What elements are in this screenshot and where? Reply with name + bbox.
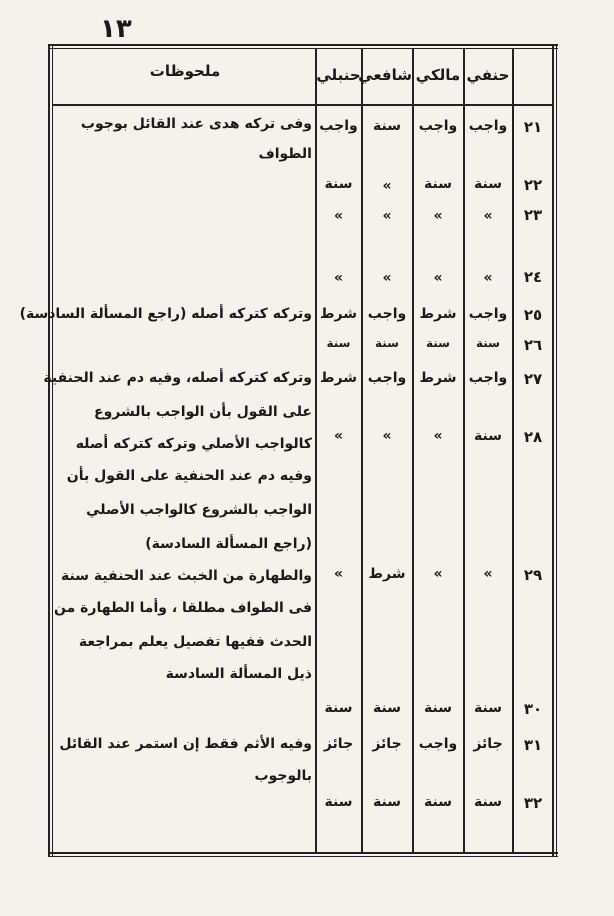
cell-hanafi: جائز <box>473 736 503 752</box>
row-number: ٣٢ <box>523 794 543 812</box>
frame-right-inner <box>556 44 557 857</box>
cell-hanafi: واجب <box>468 306 508 322</box>
note-line: كالواجب الأصلي وتركه كتركه أصله <box>75 436 312 452</box>
cell-hanbali: سنة <box>324 176 353 192</box>
cell-maliki: سنة <box>424 794 452 810</box>
cell-hanafi: سنة <box>474 176 502 192</box>
cell-hanbali: » <box>333 566 344 582</box>
cell-maliki: سنة <box>424 176 452 192</box>
row-number: ٢٤ <box>523 268 543 286</box>
cell-maliki: سنة <box>424 700 452 716</box>
frame-left <box>48 44 50 857</box>
cell-maliki: » <box>433 566 443 582</box>
cell-hanbali: » <box>333 428 344 444</box>
cell-shafii: واجب <box>367 306 407 322</box>
cell-hanafi: واجب <box>468 370 508 386</box>
cell-shafii: » <box>382 208 392 224</box>
note-line: فى الطواف مطلقا ، وأما الطهارة من <box>54 600 312 616</box>
note-line: الطواف <box>258 146 312 162</box>
header-hanafi: حنفي <box>466 66 510 84</box>
col-divider-hanafi <box>512 48 514 854</box>
cell-hanbali: شرط <box>319 306 358 322</box>
cell-maliki: واجب <box>418 736 458 752</box>
note-line: (راجع المسألة السادسة) <box>145 536 312 552</box>
row-number: ٢٢ <box>523 176 543 194</box>
note-line: والطهارة من الخبث عند الحنفية سنة <box>60 568 312 584</box>
cell-hanafi: » <box>483 566 493 582</box>
cell-hanafi: سنة <box>474 794 502 810</box>
cell-shafii: » <box>382 270 392 286</box>
note-line: ذيل المسألة السادسة <box>165 666 312 682</box>
frame-top <box>48 44 558 46</box>
note-line: وتركه كتركه أصله (راجع المسألة السادسة) <box>19 306 312 322</box>
cell-shafii: شرط <box>368 566 406 582</box>
note-line: وفى تركه هدى عند القائل بوجوب <box>80 116 312 132</box>
row-number: ٣٠ <box>523 700 543 718</box>
cell-shafii: سنة <box>373 794 401 810</box>
cell-maliki: » <box>433 208 443 224</box>
cell-shafii: » <box>382 428 392 444</box>
header-notes: ملحوظات <box>149 62 221 80</box>
frame-right <box>552 44 554 857</box>
header-shafii: شافعي <box>358 66 412 84</box>
header-rule <box>52 104 552 106</box>
cell-maliki: شرط <box>419 370 457 386</box>
row-number: ٢٦ <box>523 336 543 354</box>
cell-shafii: » <box>382 178 392 194</box>
cell-hanafi: سنة <box>474 700 502 716</box>
cell-maliki: سنة <box>426 336 450 350</box>
row-number: ٢٥ <box>523 306 543 324</box>
cell-shafii: جائز <box>372 736 402 752</box>
col-divider-shafii <box>412 48 414 854</box>
note-line: وفيه دم عند الحنفية على القول بأن <box>66 468 312 484</box>
note-line: بالوجوب <box>254 768 312 784</box>
col-divider-notes <box>315 48 317 854</box>
cell-hanafi: » <box>483 208 493 224</box>
cell-hanbali: » <box>333 270 344 286</box>
cell-shafii: سنة <box>373 118 401 134</box>
cell-hanbali: سنة <box>324 794 353 810</box>
cell-maliki: واجب <box>418 118 458 134</box>
frame-bottom <box>48 852 558 854</box>
row-number: ٢٩ <box>523 566 543 584</box>
frame-bottom-inner <box>48 856 558 857</box>
cell-maliki: » <box>433 428 443 444</box>
page-number: ١٣ <box>100 14 132 44</box>
note-line: الحدث ففيها تفصيل يعلم بمراجعة <box>78 634 312 650</box>
col-divider-hanbali <box>361 48 363 854</box>
note-line: وتركه كتركه أصله، وفيه دم عند الحنفية <box>43 370 312 386</box>
row-number: ٢٨ <box>523 428 543 446</box>
cell-hanbali: شرط <box>319 370 358 386</box>
cell-hanbali: » <box>333 208 344 224</box>
cell-shafii: سنة <box>373 700 401 716</box>
cell-hanbali: جائز <box>323 736 354 752</box>
col-divider-maliki <box>463 48 465 854</box>
cell-hanafi: سنة <box>476 336 500 350</box>
row-number: ٣١ <box>523 736 543 754</box>
note-line: الواجب بالشروع كالواجب الأصلي <box>86 502 312 518</box>
cell-hanbali: واجب <box>319 118 358 134</box>
frame-top-inner <box>48 48 558 49</box>
row-number: ٢١ <box>523 118 543 136</box>
cell-shafii: سنة <box>375 336 399 350</box>
note-line: وفيه الأثم فقط إن استمر عند القائل <box>59 736 312 752</box>
cell-hanbali: سنة <box>324 700 353 716</box>
cell-shafii: واجب <box>367 370 407 386</box>
cell-maliki: » <box>433 270 443 286</box>
cell-hanafi: سنة <box>474 428 502 444</box>
cell-hanafi: واجب <box>468 118 508 134</box>
header-hanbali: حنبلي <box>316 66 361 84</box>
header-maliki: مالكي <box>415 66 461 84</box>
note-line: على القول بأن الواجب بالشروع <box>94 404 312 420</box>
cell-maliki: شرط <box>419 306 457 322</box>
frame-left-inner <box>52 44 53 857</box>
row-number: ٢٧ <box>523 370 543 388</box>
cell-hanafi: » <box>483 270 493 286</box>
cell-hanbali: سنة <box>326 336 351 350</box>
row-number: ٢٣ <box>523 206 543 224</box>
